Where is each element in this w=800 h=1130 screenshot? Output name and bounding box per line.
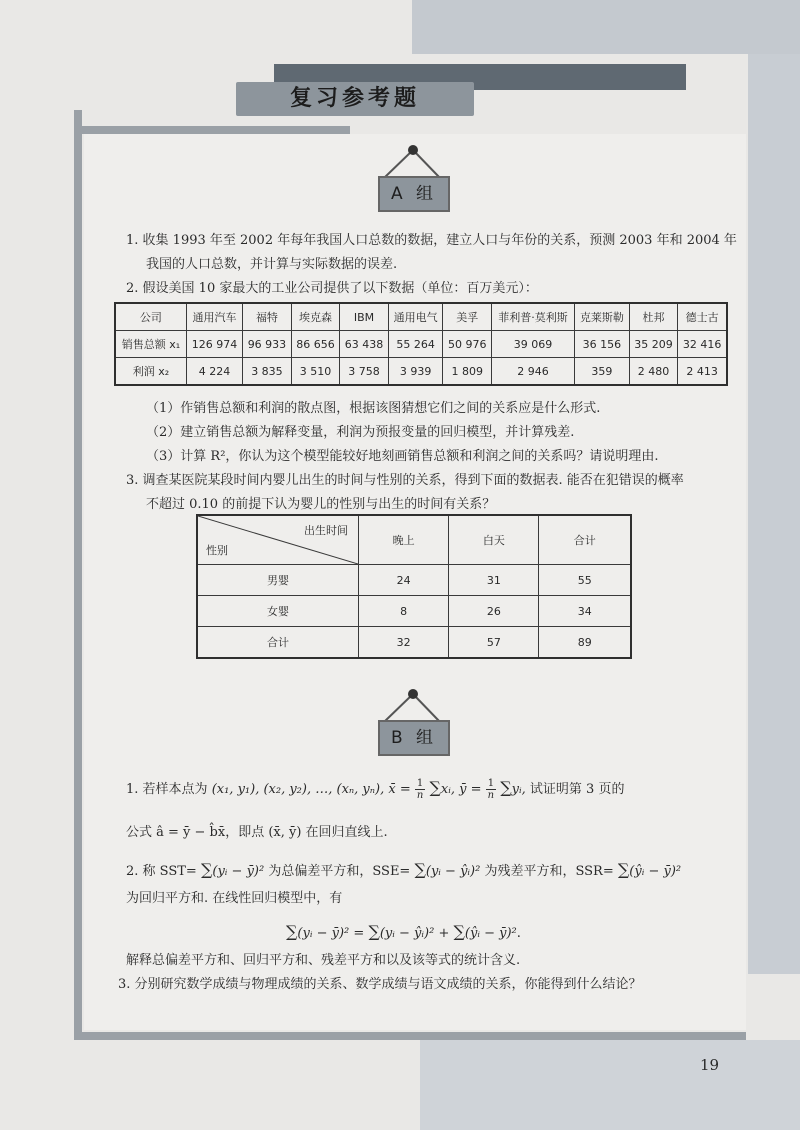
sales-profit-table — [114, 302, 728, 386]
sum-symbol-icon: ∑ — [200, 860, 213, 879]
table-cell: 126 974 — [186, 331, 242, 358]
corner-top-label: 出生时间 — [304, 524, 348, 537]
sum-symbol-icon: ∑ — [429, 778, 441, 797]
group-b-sign — [372, 688, 452, 758]
table-cell: 2 946 — [491, 358, 574, 386]
group-a-sign — [372, 144, 452, 214]
table-row — [197, 596, 631, 627]
b1-ybar: ȳ = — [459, 782, 482, 797]
table-cell: 德士古 — [678, 303, 727, 331]
b1-suffix: 试证明第 3 页的 — [529, 782, 625, 797]
table-cell: 通用电气 — [388, 303, 443, 331]
a2-q1: （1）作销售总额和利润的散点图，根据该图猜想它们之间的关系应是什么形式. — [146, 401, 601, 416]
b2-sst-term: (yᵢ − ȳ)² — [212, 864, 265, 879]
table-cell: 合计 — [197, 627, 359, 659]
table-cell: 3 510 — [291, 358, 340, 386]
sum-symbol-icon: ∑ — [453, 922, 465, 941]
table-cell: 女婴 — [197, 596, 359, 627]
table-cell: IBM — [340, 303, 389, 331]
table-cell: 3 939 — [388, 358, 443, 386]
table-cell: 31 — [449, 565, 539, 596]
table-cell: 50 976 — [443, 331, 492, 358]
page-title: 复习参考题 — [289, 86, 420, 111]
table-cell: 利润 x₂ — [115, 358, 186, 386]
sum-symbol-icon: ∑ — [500, 778, 512, 797]
b1-xbar: x̄ = — [388, 782, 411, 797]
table-row — [115, 358, 727, 386]
table-cell: 公司 — [115, 303, 186, 331]
table-cell: 86 656 — [291, 331, 340, 358]
b2-sse-term: (yᵢ − ŷᵢ)² — [425, 864, 481, 879]
b1-line2: 公式 â = ȳ − b̂x̄，即点 (x̄, ȳ) 在回归直线上. — [126, 825, 388, 840]
a2-q2: （2）建立销售总额为解释变量，利润为预报变量的回归模型，并计算残差. — [146, 425, 575, 440]
top-gray-band — [412, 0, 800, 54]
table-cell: 96 933 — [243, 331, 292, 358]
table-cell: 24 — [359, 565, 449, 596]
table-cell: 63 438 — [340, 331, 389, 358]
table-header-row — [115, 303, 727, 331]
table-cell: 2 413 — [678, 358, 727, 386]
table-cell: 55 264 — [388, 331, 443, 358]
table-cell: 克莱斯勒 — [575, 303, 630, 331]
table-row — [197, 565, 631, 596]
table-cell: 通用汽车 — [186, 303, 242, 331]
table-cell: 合计 — [539, 515, 631, 565]
b2-eq-term2: (yᵢ − ŷᵢ)² — [379, 926, 435, 941]
table-cell: 32 416 — [678, 331, 727, 358]
table-cell: 34 — [539, 596, 631, 627]
sum-symbol-icon: ∑ — [286, 922, 298, 941]
page-number: 19 — [700, 1056, 720, 1074]
sum-symbol-icon: ∑ — [617, 860, 630, 879]
table-cell: 销售总额 x₁ — [115, 331, 186, 358]
a1-line1: 1. 收集 1993 年至 2002 年每年我国人口总数的数据，建立人口与年份的关系，预测 2003 年和 2004 年 — [126, 233, 737, 248]
table-cell: 白天 — [449, 515, 539, 565]
table-cell: 35 209 — [629, 331, 678, 358]
table-cell: 3 758 — [340, 358, 389, 386]
sum-symbol-icon: ∑ — [414, 860, 426, 879]
table-cell: 57 — [449, 627, 539, 659]
a2-intro: 2. 假设美国 10 家最大的工业公司提供了以下数据（单位：百万美元）： — [126, 281, 538, 296]
bottom-gray-band — [420, 1040, 800, 1130]
a3-line1: 3. 调查某医院某段时间内婴儿出生的时间与性别的关系，得到下面的数据表. 能否在犯错误的概率 — [126, 473, 684, 488]
frame-top-bar — [74, 126, 350, 134]
b1-points: (x₁, y₁), (x₂, y₂), …, (xₙ, yₙ), — [211, 782, 385, 797]
table-cell: 3 835 — [243, 358, 292, 386]
b2-eq-term1: (yᵢ − ȳ)² — [297, 926, 350, 941]
corner-bottom-label: 性别 — [206, 544, 228, 557]
group-b-label: B 组 — [378, 720, 450, 756]
table-cell: 埃克森 — [291, 303, 340, 331]
table-cell: 26 — [449, 596, 539, 627]
birth-gender-table — [196, 514, 632, 659]
table-cell: 杜邦 — [629, 303, 678, 331]
a1-line2: 我国的人口总数，并计算与实际数据的误差. — [146, 257, 398, 272]
table-header-row — [197, 515, 631, 565]
table-cell: 1 809 — [443, 358, 492, 386]
table-cell: 39 069 — [491, 331, 574, 358]
fraction-1-over-n: 1 n — [487, 778, 495, 801]
table-cell: 55 — [539, 565, 631, 596]
b2-sse-label: 为总偏差平方和，SSE= — [268, 864, 411, 879]
table-cell: 2 480 — [629, 358, 678, 386]
table-cell: 晚上 — [359, 515, 449, 565]
b2-equation: ∑(yᵢ − ȳ)² = ∑(yᵢ − ŷᵢ)² + ∑(ŷᵢ − ȳ)². — [286, 922, 521, 941]
b1-prefix: 1. 若样本点为 — [126, 782, 208, 797]
b2-sst-label: 2. 称 SST= — [126, 864, 197, 879]
table-cell: 美孚 — [443, 303, 492, 331]
sum-symbol-icon: ∑ — [368, 922, 380, 941]
b3-line: 3. 分别研究数学成绩与物理成绩的关系、数学成绩与语文成绩的关系，你能得到什么结论？ — [118, 977, 642, 992]
corner-cell — [197, 515, 359, 565]
right-gray-band — [748, 54, 800, 974]
b2-line4: 解释总偏差平方和、回归平方和、残差平方和以及该等式的统计含义. — [126, 953, 521, 968]
table-cell: 菲利普·莫利斯 — [491, 303, 574, 331]
table-cell: 359 — [575, 358, 630, 386]
table-cell: 8 — [359, 596, 449, 627]
table-cell: 男婴 — [197, 565, 359, 596]
a2-q3: （3）计算 R²，你认为这个模型能较好地刻画销售总额和利润之间的关系吗？请说明理由. — [146, 449, 659, 464]
b2-eq-term3: (ŷᵢ − ȳ)² — [464, 926, 517, 941]
b2-ssr-label: 为残差平方和，SSR= — [484, 864, 614, 879]
table-row — [115, 331, 727, 358]
b1-line1: 1. 若样本点为 (x₁, y₁), (x₂, y₂), …, (xₙ, yₙ), x̄ = 1 n ∑xᵢ, ȳ = 1 n ∑yᵢ, 试证明第 3 页的 — [126, 778, 625, 801]
table-cell: 36 156 — [575, 331, 630, 358]
b2-line1 — [126, 860, 681, 879]
group-a-label: A 组 — [378, 176, 450, 212]
fraction-1-over-n: 1 n — [416, 778, 424, 801]
table-cell: 福特 — [243, 303, 292, 331]
a3-line2: 不超过 0.10 的前提下认为婴儿的性别与出生的时间有关系？ — [146, 497, 496, 512]
b2-line2: 为回归平方和. 在线性回归模型中，有 — [126, 891, 343, 906]
table-cell: 4 224 — [186, 358, 242, 386]
table-row — [197, 627, 631, 659]
b2-ssr-term: (ŷᵢ − ȳ)² — [629, 864, 682, 879]
table-cell: 32 — [359, 627, 449, 659]
table-cell: 89 — [539, 627, 631, 659]
